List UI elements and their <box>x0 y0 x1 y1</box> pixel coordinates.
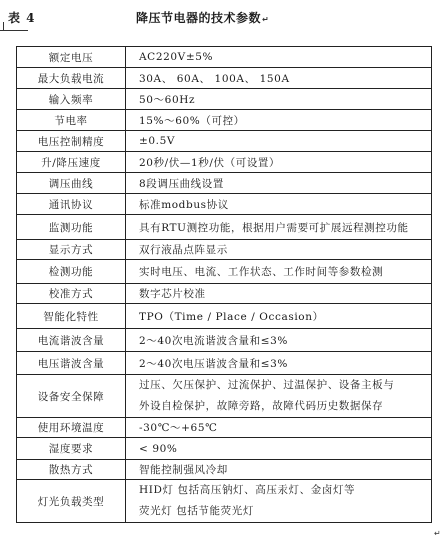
param-value-line: 过压、欠压保护、过流保护、过温保护、设备主板与 <box>139 379 395 391</box>
table-row <box>17 110 432 131</box>
table-row <box>17 89 432 110</box>
paragraph-mark-icon: ↵ <box>262 15 270 24</box>
param-name: 散热方式 <box>17 460 126 480</box>
table-row <box>17 215 432 240</box>
param-value: < 90% <box>126 438 432 460</box>
param-value: 50～60Hz <box>126 89 432 110</box>
table-row <box>17 304 432 329</box>
param-name: 通讯协议 <box>17 194 126 215</box>
caption-underline <box>0 30 28 31</box>
table-row <box>17 131 432 152</box>
param-name: 最大负载电流 <box>17 68 126 89</box>
table-row <box>17 460 432 480</box>
param-value: AC220V±5% <box>126 47 432 68</box>
param-value <box>126 480 432 523</box>
table-row <box>17 418 432 438</box>
table-title: 降压节电器的技术参数↵ <box>136 11 270 25</box>
param-value: 数字芯片校准 <box>126 284 432 304</box>
table-row <box>17 329 432 352</box>
param-name: 监测功能 <box>17 215 126 240</box>
param-name: 电压谐波含量 <box>17 352 126 375</box>
param-name: 湿度要求 <box>17 438 126 460</box>
param-name: 输入频率 <box>17 89 126 110</box>
param-value: 30A、 60A、 100A、 150A <box>126 68 432 89</box>
table-row <box>17 152 432 173</box>
param-name: 额定电压 <box>17 47 126 68</box>
param-name: 使用环境温度 <box>17 418 126 438</box>
param-value: 2～40次电流谐波含量和≤3% <box>126 329 432 352</box>
param-name: 节电率 <box>17 110 126 131</box>
param-value: 8段调压曲线设置 <box>126 173 432 194</box>
param-name: 设备安全保障 <box>17 375 126 418</box>
table-row <box>17 260 432 284</box>
param-value-line: HID灯 包括高压钠灯、高压汞灯、金卤灯等 <box>139 484 356 496</box>
param-name: 显示方式 <box>17 240 126 260</box>
table-row <box>17 284 432 304</box>
param-name: 智能化特性 <box>17 304 126 329</box>
spec-table <box>16 46 432 523</box>
table-row <box>17 352 432 375</box>
table-row <box>17 194 432 215</box>
param-value: 具有RTU测控功能，根据用户需要可扩展远程测控功能 <box>126 215 432 240</box>
param-value: -30℃～+65℃ <box>126 418 432 438</box>
param-value-line: 荧光灯 包括节能荧光灯 <box>139 505 254 517</box>
paragraph-mark-icon: ↵ <box>434 529 441 538</box>
param-name: 校准方式 <box>17 284 126 304</box>
param-name: 调压曲线 <box>17 173 126 194</box>
table-row <box>17 47 432 68</box>
table-row <box>17 240 432 260</box>
param-value: ±0.5V <box>126 131 432 152</box>
param-value: 2～40次电压谐波含量和≤3% <box>126 352 432 375</box>
param-name: 电流谐波含量 <box>17 329 126 352</box>
param-value: 双行液晶点阵显示 <box>126 240 432 260</box>
table-row <box>17 438 432 460</box>
param-value: 智能控制强风冷却 <box>126 460 432 480</box>
param-name: 电压控制精度 <box>17 131 126 152</box>
param-name: 灯光负载类型 <box>17 480 126 523</box>
table-row <box>17 480 432 523</box>
param-name: 升/降压速度 <box>17 152 126 173</box>
param-value: 实时电压、电流、工作状态、工作时间等参数检测 <box>126 260 432 284</box>
table-number: 表 4 <box>8 11 36 25</box>
table-row <box>17 68 432 89</box>
table-row <box>17 375 432 418</box>
table-caption <box>0 0 447 40</box>
table-row <box>17 173 432 194</box>
param-value: 标准modbus协议 <box>126 194 432 215</box>
param-name: 检测功能 <box>17 260 126 284</box>
param-value: TPO（Time / Place / Occasion） <box>126 304 432 329</box>
param-value: 15%～60%（可控） <box>126 110 432 131</box>
param-value <box>126 375 432 418</box>
param-value: 20秒/伏—1秒/伏（可设置） <box>126 152 432 173</box>
param-value-line: 外设自检保护，故障旁路，故障代码历史数据保存 <box>139 400 384 412</box>
